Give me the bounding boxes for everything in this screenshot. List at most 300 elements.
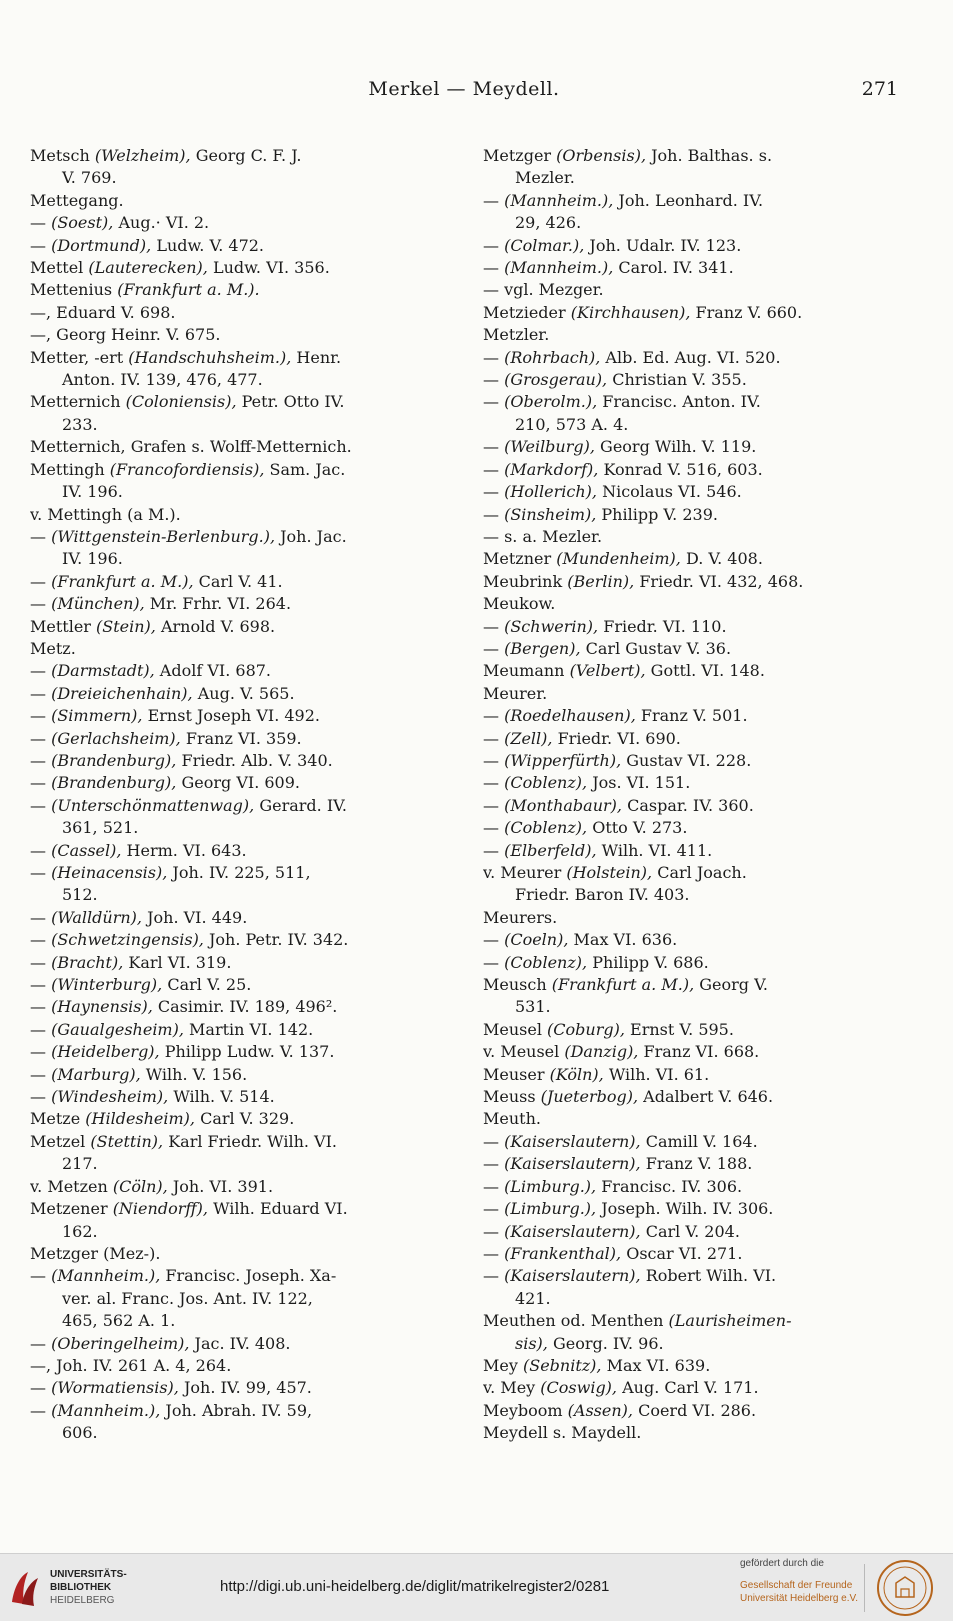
entry-name: — <box>30 952 52 972</box>
entry-name: Anton. IV. 139, 476, 477. <box>62 370 263 390</box>
entry-name: — <box>30 795 52 815</box>
register-entry <box>30 1108 460 1130</box>
register-entry <box>483 728 913 750</box>
register-entry <box>483 257 913 279</box>
entry-continuation-line <box>483 884 913 906</box>
entry-name: — <box>483 840 505 860</box>
entry-name: — <box>483 1221 505 1241</box>
register-entry <box>30 504 460 526</box>
entry-name: — <box>30 1064 52 1084</box>
entry-details: Nicolaus VI. 546. <box>596 482 742 502</box>
entry-place: (Assen), <box>567 1400 633 1420</box>
register-entry <box>483 772 913 794</box>
entry-details: Franz V. 188. <box>640 1154 753 1174</box>
register-entry <box>30 1176 460 1198</box>
entry-place: (Dreieichenhain), <box>51 683 193 703</box>
entry-details: Joh. VI. 449. <box>142 907 248 927</box>
register-entry <box>483 840 913 862</box>
register-entry <box>483 817 913 839</box>
register-entry <box>483 795 913 817</box>
entry-details: Friedr. VI. 690. <box>552 728 681 748</box>
entry-continuation-line <box>483 1288 913 1310</box>
register-entry <box>483 1153 913 1175</box>
entry-place: (Walldürn), <box>51 907 142 927</box>
entry-name: — <box>483 482 505 502</box>
entry-details: Herm. VI. 643. <box>121 840 247 860</box>
entry-name: — <box>483 728 505 748</box>
entry-place: (Stettin), <box>90 1131 164 1151</box>
entry-name: Metternich <box>30 392 126 412</box>
entry-name: 512. <box>62 885 98 905</box>
register-entry <box>483 1377 913 1399</box>
entry-details: Joseph. Wilh. IV. 306. <box>596 1199 774 1219</box>
entry-place: (Winterburg), <box>51 975 163 995</box>
entry-details: Joh. Jac. <box>275 526 347 546</box>
register-entry <box>483 1198 913 1220</box>
entry-details: Karl VI. 319. <box>123 952 232 972</box>
entry-continuation-line <box>483 414 913 436</box>
entry-details: Aug.· VI. 2. <box>113 213 210 233</box>
register-entry <box>483 504 913 526</box>
entry-details: Philipp V. 239. <box>596 504 718 524</box>
entry-name: Metternich, Grafen s. Wolff-Metternich. <box>30 437 352 457</box>
entry-name: — <box>30 975 52 995</box>
sponsor-intro: gefördert durch die <box>740 1558 824 1569</box>
entry-name: 465, 562 A. 1. <box>62 1311 176 1331</box>
page-title: Merkel — Meydell. <box>368 78 560 100</box>
entry-details: Joh. IV. 99, 457. <box>178 1378 312 1398</box>
entry-continuation-line <box>30 167 460 189</box>
entry-details: Wilh. VI. 411. <box>596 840 713 860</box>
register-entry <box>30 347 460 369</box>
entry-name: Metze <box>30 1109 86 1129</box>
entry-name: Metzieder <box>483 302 571 322</box>
entry-continuation-line <box>30 1310 460 1332</box>
entry-name: Mettegang. <box>30 190 124 210</box>
register-entry <box>30 795 460 817</box>
register-entry <box>30 1243 460 1265</box>
entry-name: — <box>483 1176 505 1196</box>
entry-details: Robert Wilh. VI. <box>640 1266 777 1286</box>
entry-name: 606. <box>62 1423 98 1443</box>
entry-place: (Mannheim.), <box>51 1400 161 1420</box>
entry-name: — <box>483 1131 505 1151</box>
entry-name: Meurers. <box>483 907 558 927</box>
entry-name: 531. <box>515 997 551 1017</box>
entry-continuation-line <box>30 1422 460 1444</box>
entry-name: — <box>30 661 52 681</box>
register-entry <box>483 391 913 413</box>
register-entry <box>483 1400 913 1422</box>
entry-details: Friedr. VI. 432, 468. <box>634 571 804 591</box>
entry-name: — <box>30 840 52 860</box>
register-entry <box>30 593 460 615</box>
register-entry <box>30 459 460 481</box>
entry-details: Jos. VI. 151. <box>587 773 691 793</box>
register-entry <box>483 1064 913 1086</box>
register-entry <box>30 1131 460 1153</box>
entry-place: (Mannheim.), <box>504 190 614 210</box>
entry-continuation-line <box>30 548 460 570</box>
register-entry <box>483 571 913 593</box>
entry-place: (Windesheim), <box>51 1087 169 1107</box>
library-name: UNIVERSITÄTS- BIBLIOTHEK HEIDELBERG <box>50 1569 127 1606</box>
entry-name: Mey <box>483 1355 523 1375</box>
entry-place: (Holstein), <box>566 863 653 882</box>
entry-place: (Francofordiensis), <box>109 459 265 479</box>
entry-name: — <box>483 616 505 636</box>
entry-place: (Hollerich), <box>504 482 597 502</box>
entry-name: Meukow. <box>483 594 556 614</box>
entry-name: Meuser <box>483 1064 550 1084</box>
register-entry <box>483 1243 913 1265</box>
entry-name: — <box>30 997 52 1017</box>
entry-details: Ernst V. 595. <box>624 1019 734 1039</box>
entry-details: Gustav VI. 228. <box>621 750 752 770</box>
entry-name: — <box>483 952 505 972</box>
entry-name: — <box>483 190 505 210</box>
register-entry <box>483 1221 913 1243</box>
register-entry <box>30 772 460 794</box>
entry-name: — <box>30 1400 52 1420</box>
entry-details: Coerd VI. 286. <box>632 1400 757 1420</box>
entry-place: (Brandenburg), <box>51 773 177 793</box>
entry-name: — <box>30 594 52 614</box>
entry-place: (Bracht), <box>51 952 124 972</box>
register-entry <box>483 952 913 974</box>
entry-place: (Coeln), <box>504 930 569 950</box>
entry-details: Carl V. 329. <box>195 1109 295 1129</box>
entry-continuation-line <box>30 1288 460 1310</box>
entry-name: — <box>483 258 505 278</box>
entry-continuation-line <box>483 212 913 234</box>
register-entry <box>483 1265 913 1287</box>
entry-place: (Schwetzingensis), <box>51 930 204 950</box>
register-entry <box>483 1086 913 1108</box>
register-entry <box>30 660 460 682</box>
entry-details: Wilh. V. 156. <box>140 1064 248 1084</box>
entry-name: Mettingh <box>30 459 110 479</box>
entry-place: (Coloniensis), <box>125 392 237 412</box>
entry-name: —, Joh. IV. 261 A. 4, 264. <box>30 1355 232 1375</box>
entry-place: (Mannheim.), <box>51 1266 161 1286</box>
entry-place: (Orbensis), <box>556 146 647 165</box>
entry-place: (Kaiserslautern), <box>504 1131 641 1151</box>
entry-name: — <box>483 818 505 838</box>
register-entry <box>483 190 913 212</box>
entry-place: (Brandenburg), <box>51 750 177 770</box>
register-entry <box>30 974 460 996</box>
entry-place: (Limburg.), <box>504 1199 597 1219</box>
page-number: 271 <box>861 78 898 100</box>
entry-details: Gottl. VI. 148. <box>645 661 765 681</box>
entry-details: Carl Joach. <box>652 863 747 882</box>
entry-name: — <box>483 235 505 255</box>
register-entry <box>483 481 913 503</box>
entry-place: (Limburg.), <box>504 1176 597 1196</box>
register-entry <box>483 862 913 884</box>
viewer-footer <box>0 1553 953 1621</box>
entry-name: — <box>483 930 505 950</box>
entry-details: Max VI. 636. <box>568 930 678 950</box>
entry-continuation-line <box>30 884 460 906</box>
register-entry <box>30 145 460 167</box>
register-entry <box>483 1108 913 1130</box>
entry-place: (Danzig), <box>564 1042 639 1062</box>
register-entry <box>483 929 913 951</box>
entry-place: (Heidelberg), <box>51 1042 160 1062</box>
entry-details: Gerard. IV. <box>254 795 347 815</box>
entry-details: Oscar VI. 271. <box>621 1243 743 1263</box>
entry-place: (Köln), <box>549 1064 604 1084</box>
entry-details: Francisc. IV. 306. <box>596 1176 743 1196</box>
register-entry <box>483 347 913 369</box>
register-entry <box>30 1086 460 1108</box>
entry-details: Jac. IV. 408. <box>189 1333 291 1353</box>
entry-place: (Welzheim), <box>94 146 191 165</box>
entry-details: Sam. Jac. <box>264 459 346 479</box>
entry-name: Metzger <box>483 146 557 165</box>
entry-name: Metsch <box>30 146 95 165</box>
entry-name: — <box>483 1243 505 1263</box>
entry-name: Meuthen od. Menthen <box>483 1311 669 1331</box>
register-entry <box>30 1198 460 1220</box>
entry-place: (Schwerin), <box>504 616 599 636</box>
entry-name: 217. <box>62 1154 98 1174</box>
entry-name: — <box>30 213 52 233</box>
entry-place: (Colmar.), <box>504 235 585 255</box>
entry-place: (Kirchhausen), <box>570 302 691 322</box>
entry-details: Adalbert V. 646. <box>638 1087 774 1107</box>
entry-details: Caspar. IV. 360. <box>622 795 754 815</box>
register-entry <box>30 190 460 212</box>
register-entry <box>483 1422 913 1444</box>
register-entry <box>30 257 460 279</box>
entry-details: Joh. IV. 225, 511, <box>167 863 311 882</box>
register-entry <box>30 526 460 548</box>
entry-place: (Stein), <box>96 616 156 636</box>
entry-details: Konrad V. 516, 603. <box>598 459 763 479</box>
entry-name: — <box>483 504 505 524</box>
register-entry <box>483 1176 913 1198</box>
register-entry <box>483 279 913 301</box>
entry-name: Mettenius <box>30 280 118 300</box>
entry-details: Wilh. Eduard VI. <box>208 1199 348 1219</box>
entry-details: Georg V. <box>694 975 768 995</box>
register-entry <box>30 235 460 257</box>
entry-details: Joh. Balthas. s. <box>646 146 773 165</box>
entry-name: — <box>483 437 505 457</box>
entry-name: v. Meurer <box>483 863 567 882</box>
entry-place: (Darmstadt), <box>51 661 155 681</box>
entry-continuation-line <box>30 1153 460 1175</box>
entry-continuation-line <box>30 369 460 391</box>
left-column <box>30 145 460 1445</box>
entry-place: (Berlin), <box>567 571 635 591</box>
entry-place: (Coswig), <box>540 1378 618 1398</box>
entry-name: — <box>30 235 52 255</box>
register-entry <box>30 1041 460 1063</box>
entry-details: Max VI. 639. <box>601 1355 711 1375</box>
register-entry <box>30 324 460 346</box>
entry-place: (Weilburg), <box>504 437 595 457</box>
entry-continuation-line <box>483 167 913 189</box>
entry-place: (Coblenz), <box>504 773 588 793</box>
entry-name: — <box>30 1333 52 1353</box>
entry-name: Meusel <box>483 1019 548 1039</box>
entry-place: (Coblenz), <box>504 818 588 838</box>
register-entry <box>30 212 460 234</box>
entry-place: (Laurisheimen- <box>668 1311 792 1331</box>
register-entry <box>483 1355 913 1377</box>
entry-continuation-line <box>30 817 460 839</box>
entry-place: (Heinacensis), <box>51 863 168 882</box>
entry-place: (Wittgenstein-Berlenburg.), <box>51 526 276 546</box>
entry-place: (Coblenz), <box>504 952 588 972</box>
entry-place: (Mundenheim), <box>556 549 681 569</box>
entry-details: Friedr. VI. 110. <box>598 616 727 636</box>
entry-name: — <box>483 392 505 412</box>
entry-place: (Bergen), <box>504 638 581 658</box>
entry-details: Carol. IV. 341. <box>613 258 734 278</box>
register-entry <box>483 593 913 615</box>
entry-name: ver. al. Franc. Jos. Ant. IV. 122, <box>62 1288 313 1308</box>
entry-name: — <box>30 728 52 748</box>
register-entry <box>483 660 913 682</box>
entry-place: (Simmern), <box>51 706 143 726</box>
entry-name: Mettler <box>30 616 97 636</box>
entry-name: Friedr. Baron IV. 403. <box>515 885 690 905</box>
register-entry <box>483 369 913 391</box>
register-entry <box>30 279 460 301</box>
entry-place: (Oberolm.), <box>504 392 598 412</box>
entry-place: (Soest), <box>51 213 114 233</box>
entry-place: (Gaualgesheim), <box>51 1019 184 1039</box>
entry-details: Carl Gustav V. 36. <box>580 638 732 658</box>
entry-name: — <box>483 773 505 793</box>
register-entry <box>30 1333 460 1355</box>
register-entry <box>30 862 460 884</box>
entry-continuation-line <box>483 996 913 1018</box>
entry-details: Otto V. 273. <box>587 818 688 838</box>
entry-place: (Kaiserslautern), <box>504 1154 641 1174</box>
entry-place: (Wormatiensis), <box>51 1378 179 1398</box>
entry-details: Camill V. 164. <box>640 1131 758 1151</box>
register-entry <box>30 929 460 951</box>
entry-details: Mr. Frhr. VI. 264. <box>144 594 292 614</box>
entry-name: Metter, -ert <box>30 347 129 367</box>
entry-place: (Handschuhsheim.), <box>128 347 292 367</box>
entry-place: (Mannheim.), <box>504 258 614 278</box>
register-entry <box>483 705 913 727</box>
entry-name: — <box>483 347 505 367</box>
entry-name: Meubrink <box>483 571 568 591</box>
entry-name: IV. 196. <box>62 549 123 569</box>
entry-continuation-line <box>30 481 460 503</box>
entry-name: — <box>30 863 52 882</box>
register-entry <box>483 548 913 570</box>
entry-details: Ludw. VI. 356. <box>207 258 330 278</box>
entry-name: 361, 521. <box>62 818 139 838</box>
entry-details: D. V. 408. <box>680 549 763 569</box>
entry-name: — <box>483 750 505 770</box>
entry-continuation-line <box>30 414 460 436</box>
library-logo-icon <box>8 1568 42 1608</box>
register-entry <box>483 750 913 772</box>
register-entry <box>30 840 460 862</box>
register-entry <box>30 302 460 324</box>
entry-place: (Gerlachsheim), <box>51 728 181 748</box>
entry-details: Georg VI. 609. <box>176 773 300 793</box>
entry-name: 162. <box>62 1221 98 1241</box>
entry-name: — <box>483 1154 505 1174</box>
entry-details: Martin VI. 142. <box>183 1019 314 1039</box>
entry-name: Metzner <box>483 549 557 569</box>
entry-place: (Grosgerau), <box>504 370 608 390</box>
entry-name: — <box>30 1019 52 1039</box>
register-entry <box>30 638 460 660</box>
register-entry <box>30 952 460 974</box>
entry-details: Carl V. 204. <box>640 1221 740 1241</box>
entry-details: Joh. Abrah. IV. 59, <box>160 1400 313 1420</box>
register-entry <box>30 391 460 413</box>
entry-place: (Oberingelheim), <box>51 1333 190 1353</box>
entry-place: (Monthabaur), <box>504 795 622 815</box>
register-entry <box>483 526 913 548</box>
entry-details: Georg Wilh. V. 119. <box>594 437 757 457</box>
entry-name: V. 769. <box>62 168 117 188</box>
entry-name: — <box>30 750 52 770</box>
entry-name: 421. <box>515 1288 551 1308</box>
entry-place: (Lauterecken), <box>88 258 208 278</box>
entry-details: Francisc. Anton. IV. <box>597 392 761 412</box>
entry-name: Metzger (Mez-). <box>30 1243 161 1263</box>
register-entry <box>30 1265 460 1287</box>
register-entry <box>30 750 460 772</box>
register-entry <box>30 616 460 638</box>
entry-continuation-line <box>483 1333 913 1355</box>
entry-place: (Frankfurt a. M.), <box>51 571 194 591</box>
entry-details: Joh. Leonhard. IV. <box>613 190 764 210</box>
register-entry <box>483 1041 913 1063</box>
entry-name: — <box>30 706 52 726</box>
entry-name: v. Meusel <box>483 1042 565 1062</box>
entry-name: — <box>30 773 52 793</box>
register-entry <box>30 907 460 929</box>
entry-place: (Frankfurt a. M.). <box>117 280 260 300</box>
entry-name: IV. 196. <box>62 482 123 502</box>
entry-details: Franz V. 660. <box>690 302 803 322</box>
entry-name: v. Mettingh (a M.). <box>30 504 181 524</box>
entry-place: (Jueterbog), <box>540 1087 639 1107</box>
entry-place: (Niendorff), <box>112 1199 209 1219</box>
page-url-link[interactable]: http://digi.ub.uni-heidelberg.de/diglit/matrikelregister2/0281 <box>220 1578 610 1595</box>
entry-name: Metzler. <box>483 325 550 345</box>
entry-name: — <box>30 907 52 927</box>
register-entry <box>483 324 913 346</box>
entry-name: Meyboom <box>483 1400 568 1420</box>
register-entry <box>30 1377 460 1399</box>
entry-name: — <box>483 370 505 390</box>
entry-details: Wilh. VI. 61. <box>603 1064 710 1084</box>
entry-details: Philipp V. 686. <box>587 952 709 972</box>
entry-name: Metzel <box>30 1131 91 1151</box>
entry-details: Joh. Petr. IV. 342. <box>203 930 349 950</box>
entry-name: Mettel <box>30 258 89 278</box>
register-entry <box>30 1019 460 1041</box>
entry-details: Aug. Carl V. 171. <box>617 1378 759 1398</box>
entry-details: Arnold V. 698. <box>155 616 276 636</box>
